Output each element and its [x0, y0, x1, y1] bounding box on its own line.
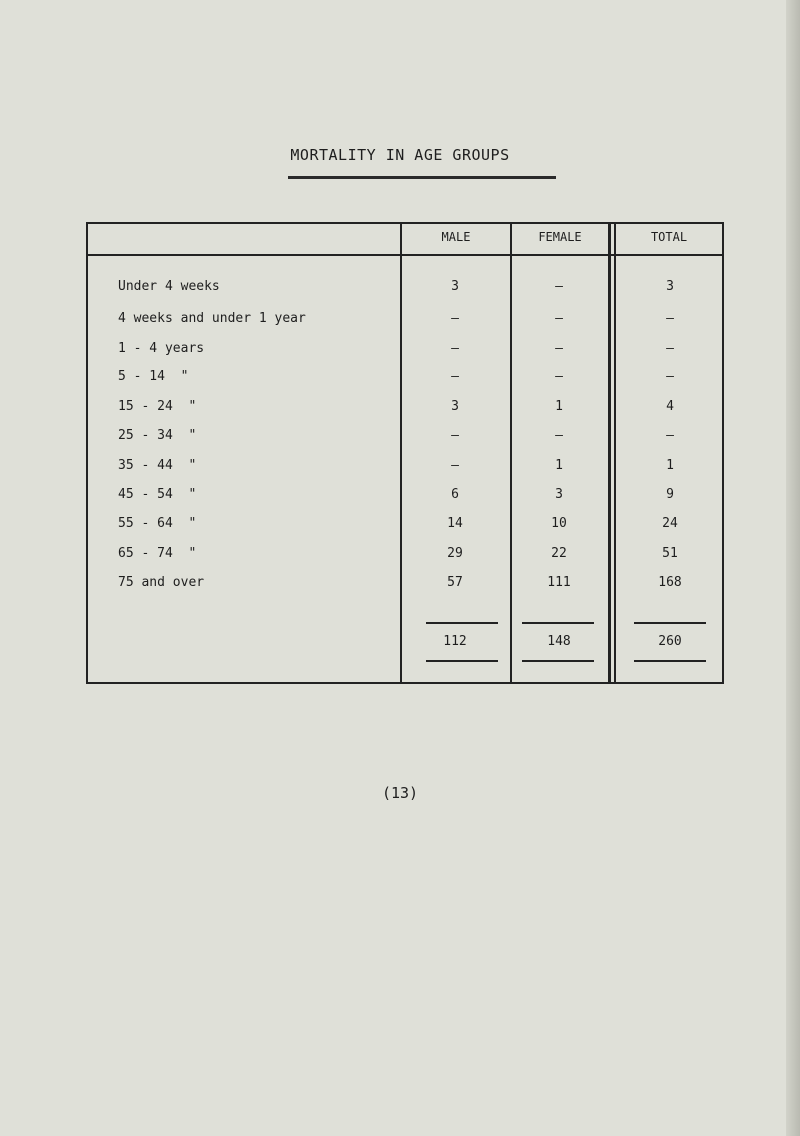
- age-group-label: 55 - 64 ": [118, 516, 197, 531]
- age-group-label: 4 weeks and under 1 year: [118, 311, 306, 326]
- male-value: –: [451, 428, 459, 443]
- age-group-label: 75 and over: [118, 575, 205, 590]
- totals-row: [88, 634, 722, 654]
- column-header-male: MALE: [441, 230, 471, 244]
- female-value: –: [555, 311, 563, 326]
- female-value: –: [555, 279, 563, 294]
- table-row: [88, 399, 722, 419]
- age-group-label: 65 - 74 ": [118, 546, 197, 561]
- total-value: –: [666, 341, 674, 356]
- total-value: 51: [662, 546, 678, 561]
- age-group-label: 35 - 44 ": [118, 458, 197, 473]
- header-divider: [88, 254, 722, 256]
- table-row: [88, 428, 722, 448]
- age-group-label: 1 - 4 years: [118, 341, 205, 356]
- total-value: 168: [658, 575, 682, 590]
- male-value: 6: [451, 487, 459, 502]
- table-row: [88, 458, 722, 478]
- column-header-total: TOTAL: [650, 230, 688, 244]
- table-row: [88, 575, 722, 595]
- female-value: 22: [551, 546, 567, 561]
- female-value: 1: [555, 458, 563, 473]
- total-value: –: [666, 369, 674, 384]
- table-row: [88, 546, 722, 566]
- table-row: [88, 369, 722, 389]
- female-value: –: [555, 369, 563, 384]
- female-value: –: [555, 428, 563, 443]
- table-row: [88, 487, 722, 507]
- female-value: –: [555, 341, 563, 356]
- female-value: 3: [555, 487, 563, 502]
- column-header-female: FEMALE: [538, 230, 582, 244]
- male-value: 3: [451, 399, 459, 414]
- female-total-rule-bottom: [522, 660, 594, 662]
- age-group-label: Under 4 weeks: [118, 279, 220, 294]
- male-value: 3: [451, 279, 459, 294]
- total-value: 24: [662, 516, 678, 531]
- male-value: 14: [447, 516, 463, 531]
- total-value: 3: [666, 279, 674, 294]
- total-value: –: [666, 428, 674, 443]
- title-underline: [288, 176, 556, 179]
- male-value: –: [451, 369, 459, 384]
- female-value: 10: [551, 516, 567, 531]
- female-value: 1: [555, 399, 563, 414]
- male-value: 29: [447, 546, 463, 561]
- age-group-label: 15 - 24 ": [118, 399, 197, 414]
- age-group-label: 45 - 54 ": [118, 487, 197, 502]
- table-row: [88, 279, 722, 299]
- page-edge: [786, 0, 800, 1136]
- male-value: 57: [447, 575, 463, 590]
- page-title: MORTALITY IN AGE GROUPS: [290, 146, 510, 164]
- male-value: –: [451, 458, 459, 473]
- table-row: [88, 516, 722, 536]
- age-group-label: 25 - 34 ": [118, 428, 197, 443]
- male-value: –: [451, 341, 459, 356]
- mortality-table: [86, 222, 724, 684]
- female-value: 111: [547, 575, 571, 590]
- total-value: –: [666, 311, 674, 326]
- grand-total-rule-top: [634, 622, 706, 624]
- female-total: 148: [547, 634, 571, 649]
- male-total-rule-top: [426, 622, 498, 624]
- table-row: [88, 311, 722, 331]
- female-total-rule-top: [522, 622, 594, 624]
- total-value: 1: [666, 458, 674, 473]
- grand-total-rule-bottom: [634, 660, 706, 662]
- age-group-label: 5 - 14 ": [118, 369, 189, 384]
- total-value: 4: [666, 399, 674, 414]
- table-row: [88, 341, 722, 361]
- total-value: 9: [666, 487, 674, 502]
- male-total-rule-bottom: [426, 660, 498, 662]
- grand-total: 260: [658, 634, 682, 649]
- male-total: 112: [443, 634, 467, 649]
- page-number: (13): [381, 784, 419, 802]
- male-value: –: [451, 311, 459, 326]
